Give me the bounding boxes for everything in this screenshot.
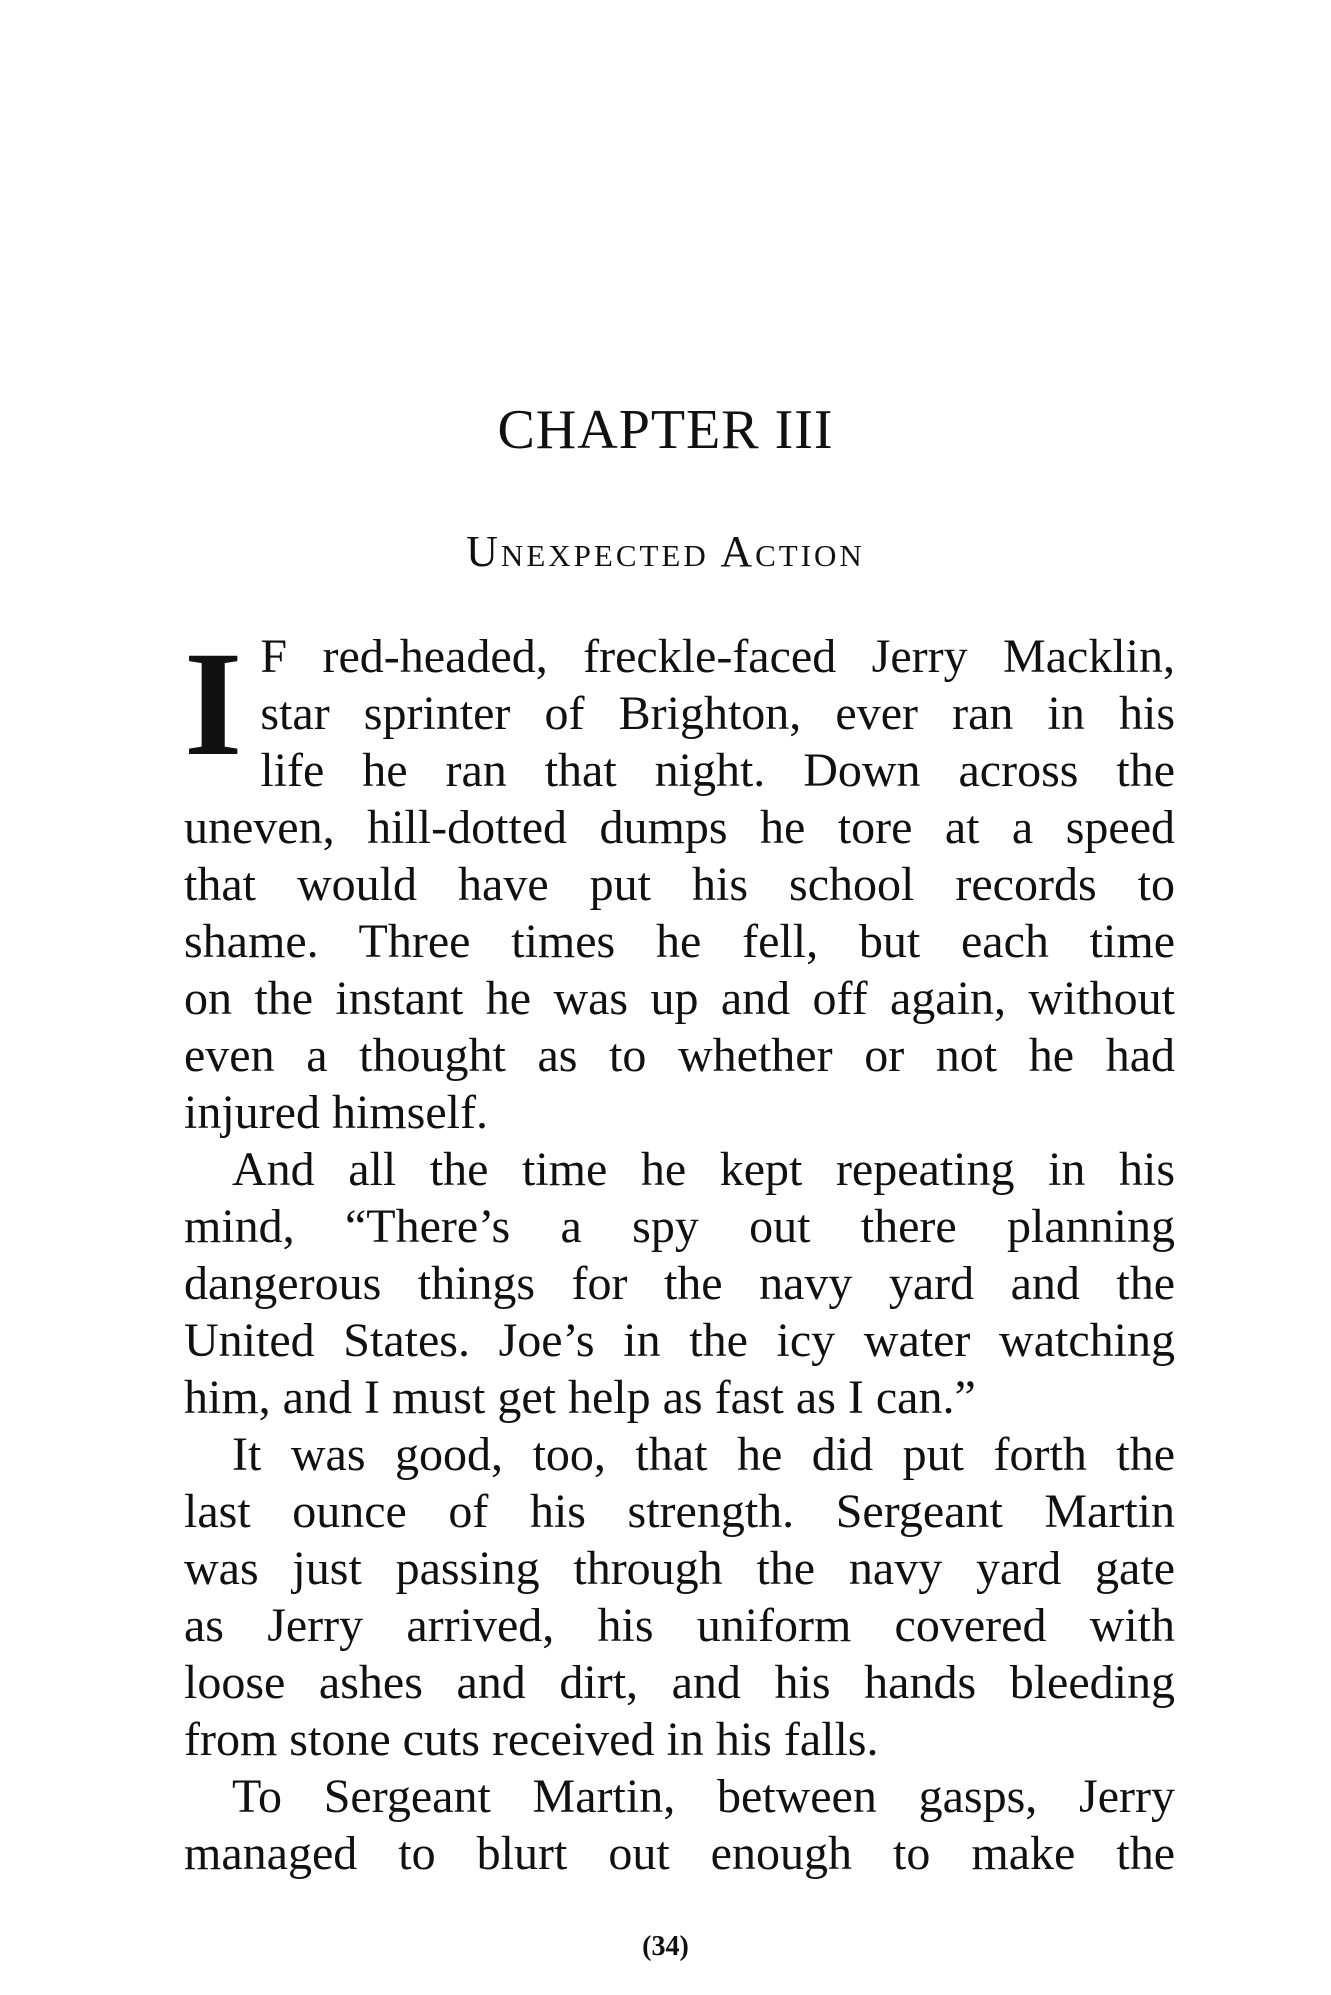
text-line: from stone cuts received in his falls. [184, 1713, 879, 1766]
paragraph-1 [184, 621, 1175, 1141]
text-line: shame. Three times he fell, but each time [184, 915, 1175, 968]
drop-cap: I [184, 621, 243, 787]
text-line: on the instant he was up and off again, without [184, 972, 1175, 1025]
text-line: dangerous things for the navy yard and the [184, 1257, 1175, 1310]
text-line: loose ashes and dirt, and his hands bleeding [184, 1656, 1175, 1709]
text-line: United States. Joe’s in the icy water watching [184, 1314, 1175, 1367]
chapter-number: CHAPTER III [497, 399, 834, 461]
text-line: even a thought as to whether or not he had [184, 1029, 1175, 1082]
text-line: life he ran that night. Down across the [260, 744, 1175, 797]
text-line: last ounce of his strength. Sergeant Martin [184, 1485, 1175, 1538]
text-line: mind, “There’s a spy out there planning [184, 1200, 1175, 1253]
text-line: as Jerry arrived, his uniform covered with [184, 1599, 1175, 1652]
text-line: It was good, too, that he did put forth the [232, 1428, 1175, 1481]
paragraph-4 [184, 1768, 1175, 1882]
chapter-title: Unexpected Action [466, 527, 865, 576]
text-line: him, and I must get help as fast as I can.” [184, 1371, 976, 1424]
text-line: To Sergeant Martin, between gasps, Jerry [232, 1770, 1175, 1823]
text-line: managed to blurt out enough to make the [184, 1827, 1175, 1880]
text-line: was just passing through the navy yard gate [184, 1542, 1175, 1595]
text-line: And all the time he kept repeating in his [232, 1143, 1175, 1196]
paragraph-3 [184, 1426, 1175, 1768]
text-line: F red-headed, freckle-faced Jerry Macklin, [260, 630, 1175, 683]
text-line: that would have put his school records to [184, 858, 1175, 911]
paragraph-2 [184, 1141, 1175, 1426]
text-line: star sprinter of Brighton, ever ran in his [260, 687, 1175, 740]
page-number: (34) [642, 1931, 689, 1962]
chapter-body [184, 621, 1175, 1882]
text-line: uneven, hill-dotted dumps he tore at a speed [184, 801, 1175, 854]
text-line: injured himself. [184, 1086, 488, 1139]
